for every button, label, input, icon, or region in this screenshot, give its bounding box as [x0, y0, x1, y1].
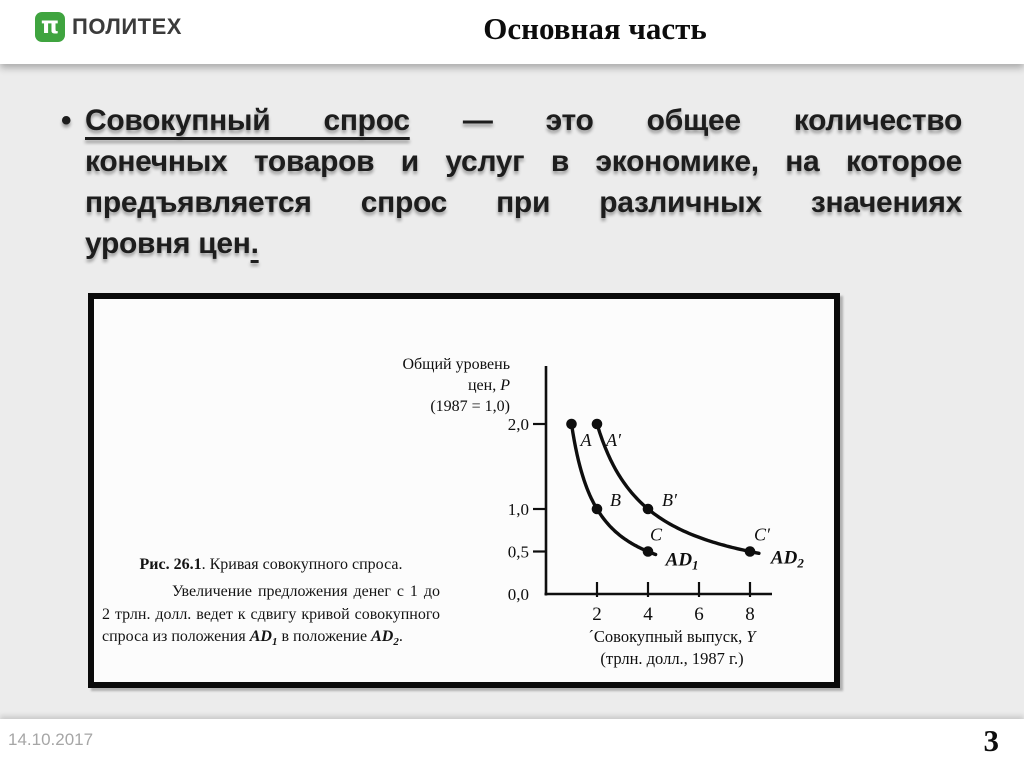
x-tick-label: 4: [643, 604, 653, 625]
ad2-point-label: B′: [662, 490, 677, 510]
x-tick-label: 8: [745, 604, 755, 625]
slide-footer: [0, 719, 1024, 767]
bullet-line-2: конечных товаров и услуг в экономике, на которое: [85, 145, 962, 178]
figure-inner: [88, 293, 840, 688]
aggregate-demand-term: Совокупный спрос: [85, 104, 410, 137]
bullet-marker: •: [61, 104, 72, 137]
y-tick-label: 1,0: [507, 500, 529, 519]
ad2-curve: [597, 424, 759, 553]
figure-number: Рис. 26.1: [139, 556, 202, 573]
figure-caption: [102, 554, 440, 649]
ad1-point-C: [643, 546, 654, 557]
bullet-line-3: предъявляется спрос при различных значениях: [85, 186, 962, 219]
bullet-paragraph: [85, 100, 962, 264]
y-axis-title: [210, 354, 510, 417]
x-axis-title: [522, 626, 822, 670]
y-tick-label: 0,5: [507, 542, 529, 562]
ad1-reference: $AD_1$: [249, 628, 278, 649]
slide-header: [0, 0, 1024, 64]
ad2-point-C′: [745, 546, 756, 557]
ad1-point-B: [592, 504, 603, 515]
brand-text: ПОЛИТЕХ: [72, 14, 182, 39]
ad2-reference: $AD_2$: [371, 628, 399, 649]
y-tick-label: 2,0: [507, 415, 529, 434]
x-tick-label: 6: [694, 604, 704, 625]
ad2-point-B′: [643, 504, 654, 515]
ad1-point-label: A: [580, 430, 592, 450]
price-level-variable: P: [500, 377, 510, 394]
y-tick-label: 0,0: [507, 585, 529, 604]
output-variable: Y: [746, 627, 756, 646]
ad1-point-A: [566, 419, 577, 430]
bullet-line-4-period: .: [250, 227, 259, 260]
figure-box: [88, 293, 840, 688]
y-axis-title-line2: цен, P: [467, 377, 510, 394]
page-title: Основная часть: [483, 11, 707, 46]
page-number: 3: [983, 723, 999, 758]
bullet-line-4: [85, 223, 962, 264]
ad2-curve-label: $AD_2$: [770, 547, 804, 571]
figure-caption-paragraph: Увеличение предложения денег с 1 до 2 трлн. долл. ведет к сдвигу кривой совокупного спроса из положения $AD_1$ в положение $AD_2$.: [102, 583, 440, 649]
ad2-point-A′: [592, 419, 603, 430]
ad1-curve-label: $AD_1$: [665, 549, 699, 573]
ad1-point-label: B: [610, 490, 621, 510]
polytech-logo: [35, 12, 182, 42]
y-axis-title-line3: (1987 = 1,0): [430, 398, 510, 415]
y-axis-title-line1: Общий уровень: [402, 356, 510, 373]
pi-logo-icon: π: [35, 12, 65, 42]
ad2-point-label: C′: [754, 524, 770, 545]
bullet-line-1: [85, 100, 962, 141]
bullet-line-1-rest: — это общее количество: [462, 104, 962, 137]
ad2-point-label: A′: [606, 430, 621, 450]
x-tick-label: 2: [592, 604, 602, 625]
footer-date: 14.10.2017: [8, 730, 94, 749]
figure-caption-title: Рис. 26.1. Кривая совокупного спроса.: [139, 556, 403, 573]
bullet-line-4-text: уровня цен: [85, 227, 251, 260]
x-axis-title-line1: ´Совокупный выпуск, Y: [588, 627, 756, 646]
x-axis-title-line2: (трлн. долл., 1987 г.): [600, 649, 744, 668]
ad1-point-label: C: [650, 524, 663, 545]
